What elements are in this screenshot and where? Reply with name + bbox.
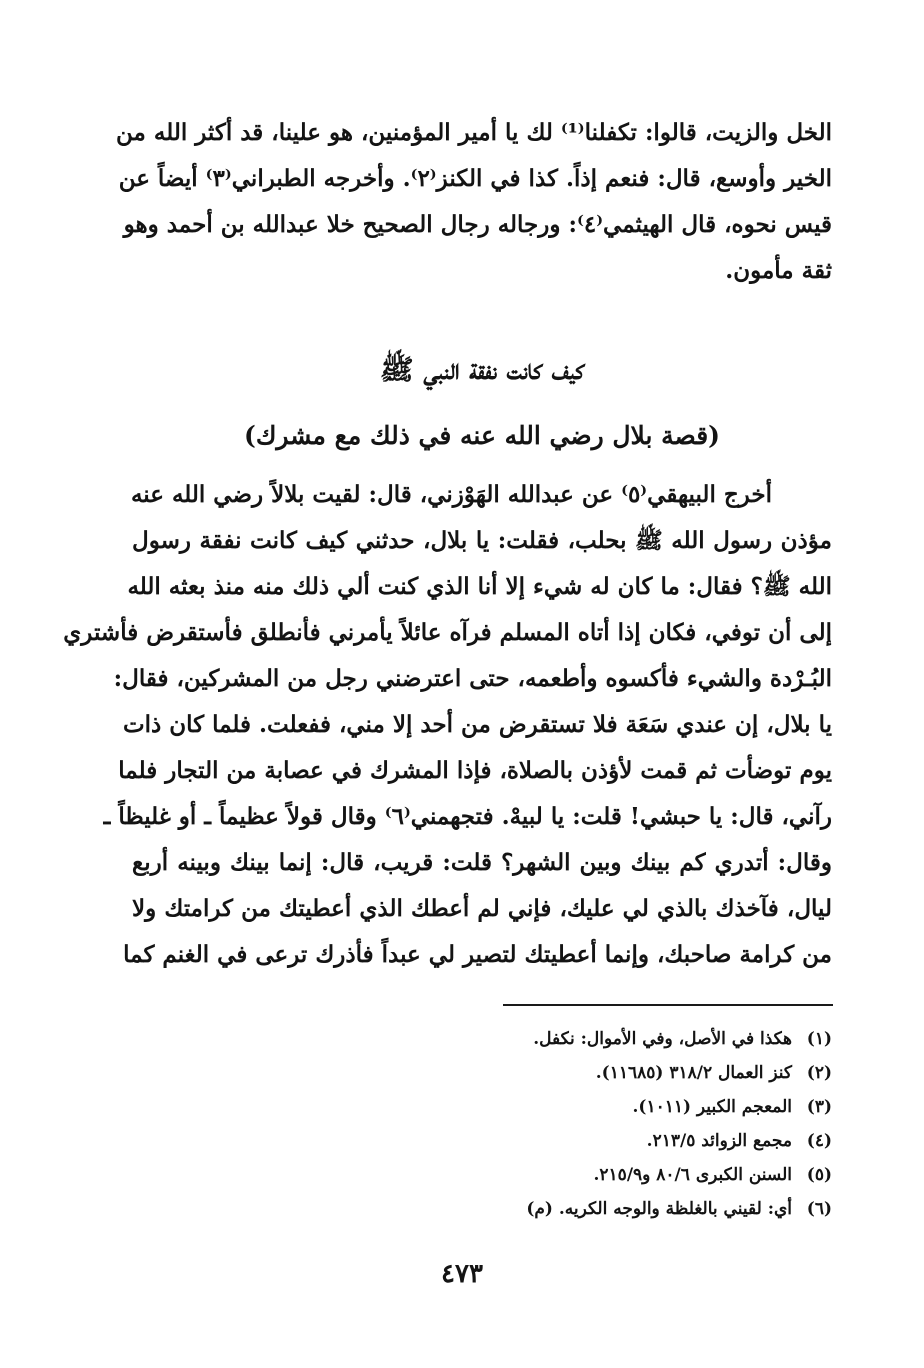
text-line: مؤذن رسول الله ﷺ بحلب، فقلت: يا بلال، حدثني كيف كانت نفقة رسول [132, 527, 832, 554]
text-line: من كرامة صاحبك، وإنما أعطيتك لتصير لي عبداً فأذرك ترعى في الغنم كما [123, 941, 832, 968]
text-line: وقال: أتدري كم بينك وبين الشهر؟ قلت: قريب، قال: إنما بينك وبينه أربع [132, 849, 832, 876]
footnote-number: (٥) [806, 1165, 832, 1185]
footnote-number: (٢) [806, 1063, 832, 1083]
body-paragraph [63, 472, 832, 978]
footnote [380, 1124, 832, 1158]
footnote-text: السنن الكبرى ٨٠/٦ و٢١٥/٩. [593, 1165, 792, 1185]
text-line: الخل والزيت، قالوا: تكفلنا⁽¹⁾ لك يا أمير المؤمنين، هو علينا، قد أكثر الله من [116, 119, 832, 146]
text-line: يا بلال، إن عندي سَعَة فلا تستقرض من أحد إلا مني، ففعلت. فلما كان ذات [122, 711, 832, 738]
footnote-text: أي: لقيني بالغلظة والوجه الكريه. (م) [526, 1199, 792, 1219]
section-subtitle: (قصة بلال رضي الله عنه في ذلك مع مشرك) [243, 421, 720, 450]
footnote [380, 1192, 832, 1226]
footnote-text: كنز العمال ٣١٨/٢ (١١٦٨٥). [595, 1063, 792, 1083]
footnote [380, 1090, 832, 1124]
footnote-number: (٤) [806, 1131, 832, 1151]
text-line: ليال، فآخذك بالذي لي عليك، فإني لم أعطك الذي أعطيتك من كرامتك ولا [132, 895, 832, 922]
text-line: الخير وأوسع، قال: فنعم إذاً. كذا في الكنز⁽٢⁾. وأخرجه الطبراني⁽٣⁾ أيضاً عن [118, 165, 832, 192]
text-line: الله ﷺ؟ فقال: ما كان له شيء إلا أنا الذي كنت ألي ذلك منه منذ بعثه الله [127, 573, 832, 600]
footnotes [380, 1022, 832, 1226]
text-line: قيس نحوه، قال الهيثمي⁽٤⁾: ورجاله رجال الصحيح خلا عبدالله بن أحمد وهو [123, 211, 832, 238]
text-line: رآني، قال: يا حبشي! قلت: يا لبيهْ. فتجهمني⁽٦⁾ وقال قولاً عظيماً ـ أو غليظاً ـ [103, 803, 832, 830]
footnote-text: هكذا في الأصل، وفي الأموال: نكفل. [533, 1029, 792, 1049]
footnote-number: (٣) [806, 1097, 832, 1117]
page-number: ٤٧٣ [441, 1259, 483, 1289]
text-line: أخرج البيهقي⁽٥⁾ عن عبدالله الهَوْزني، قال: لقيت بلالاً رضي الله عنه [130, 481, 772, 508]
footnote-text: المعجم الكبير (١٠١١). [632, 1097, 792, 1117]
text-line: البُـرْدة والشيء فأكسوه وأطعمه، حتى اعترضني رجل من المشركين، فقال: [113, 665, 832, 692]
footnote [380, 1022, 832, 1056]
top-paragraph [116, 110, 832, 294]
text-line: إلى أن توفي، فكان إذا أتاه المسلم فرآه عائلاً يأمرني فأنطلق فأستقرض فأشتري [63, 619, 832, 646]
footnote-number: (٦) [806, 1199, 832, 1219]
footnote-number: (١) [806, 1029, 832, 1049]
footnote [380, 1056, 832, 1090]
footnote-separator [503, 1004, 833, 1006]
footnote-text: مجمع الزوائد ٢١٣/٥. [646, 1131, 792, 1151]
footnote [380, 1158, 832, 1192]
text-line: يوم توضأت ثم قمت لأؤذن بالصلاة، فإذا المشرك في عصابة من التجار فلما [118, 757, 832, 784]
section-title: كيف كانت نفقة النبي ﷺ [379, 353, 585, 386]
text-line: ثقة مأمون. [725, 257, 832, 284]
